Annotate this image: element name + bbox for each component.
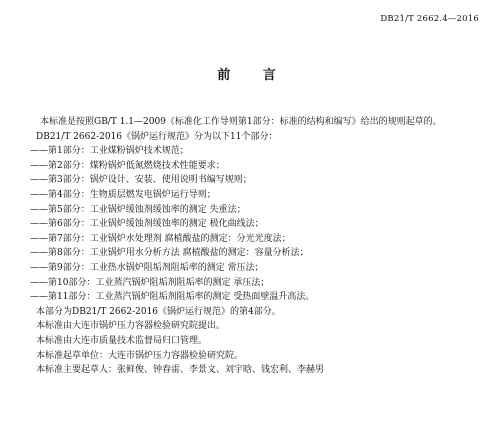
- part-item-11: ——第11部分：工业蒸汽锅炉阻垢剂阻垢率的测定 受热面壁温升高法。: [30, 292, 315, 303]
- foreword-body: [14, 115, 480, 378]
- standard-code: DB21/T 2662.4—2016: [380, 14, 479, 24]
- part-item-3: ——第3部分：锅炉设计、安装、使用说明书编写规则；: [30, 175, 252, 186]
- intro-paragraph: 本标准是按照GB/T 1.1—2009《标准化工作导则第1部分：标准的结构和编写》给出的规则起草的。: [40, 117, 442, 127]
- drafting-unit-line: 本标准起草单位：大连市锅炉压力容器检验研究院。: [36, 350, 244, 361]
- part-item-6: ——第6部分：工业锅炉缓蚀剂缓蚀率的测定 极化曲线法；: [30, 219, 264, 230]
- series-intro: DB21/T 2662-2016《锅炉运行规范》分为以下11个部分：: [36, 131, 278, 142]
- proposed-by-line: 本标准由大连市锅炉压力容器检验研究院提出。: [36, 321, 226, 332]
- part-item-7: ——第7部分：工业锅炉水处理剂 腐植酸盐的测定：分光光度法；: [30, 233, 291, 244]
- part-item-8: ——第8部分：工业锅炉用水分析方法 腐植酸盐的测定：容量分析法；: [30, 248, 309, 259]
- part-item-4: ——第4部分：生物质层燃发电锅炉运行导则；: [30, 189, 216, 200]
- page-title: 前 言: [217, 68, 290, 83]
- part-item-5: ——第5部分：工业锅炉缓蚀剂缓蚀率的测定 失重法；: [30, 204, 246, 215]
- managed-by-line: 本标准由大连市质量技术监督局归口管理。: [36, 335, 208, 346]
- part-item-10: ——第10部分：工业蒸汽锅炉阻垢剂阻垢率的测定 承压法；: [30, 277, 270, 288]
- part-item-9: ——第9部分：工业热水锅炉阻垢剂阻垢率的测定 常压法；: [30, 262, 264, 273]
- drafters-line: 本标准主要起草人：张鲜俊、钟春雷、李景文、刘宇晗、钱宏利、李赫男: [36, 365, 325, 376]
- part-item-1: ——第1部分：工业煤粉锅炉技术规范；: [30, 146, 189, 157]
- this-part-line: 本部分为DB21/T 2662-2016《锅炉运行规范》的第4部分。: [36, 306, 281, 317]
- part-item-2: ——第2部分：煤粉锅炉低氮燃烧技术性能要求；: [30, 160, 225, 171]
